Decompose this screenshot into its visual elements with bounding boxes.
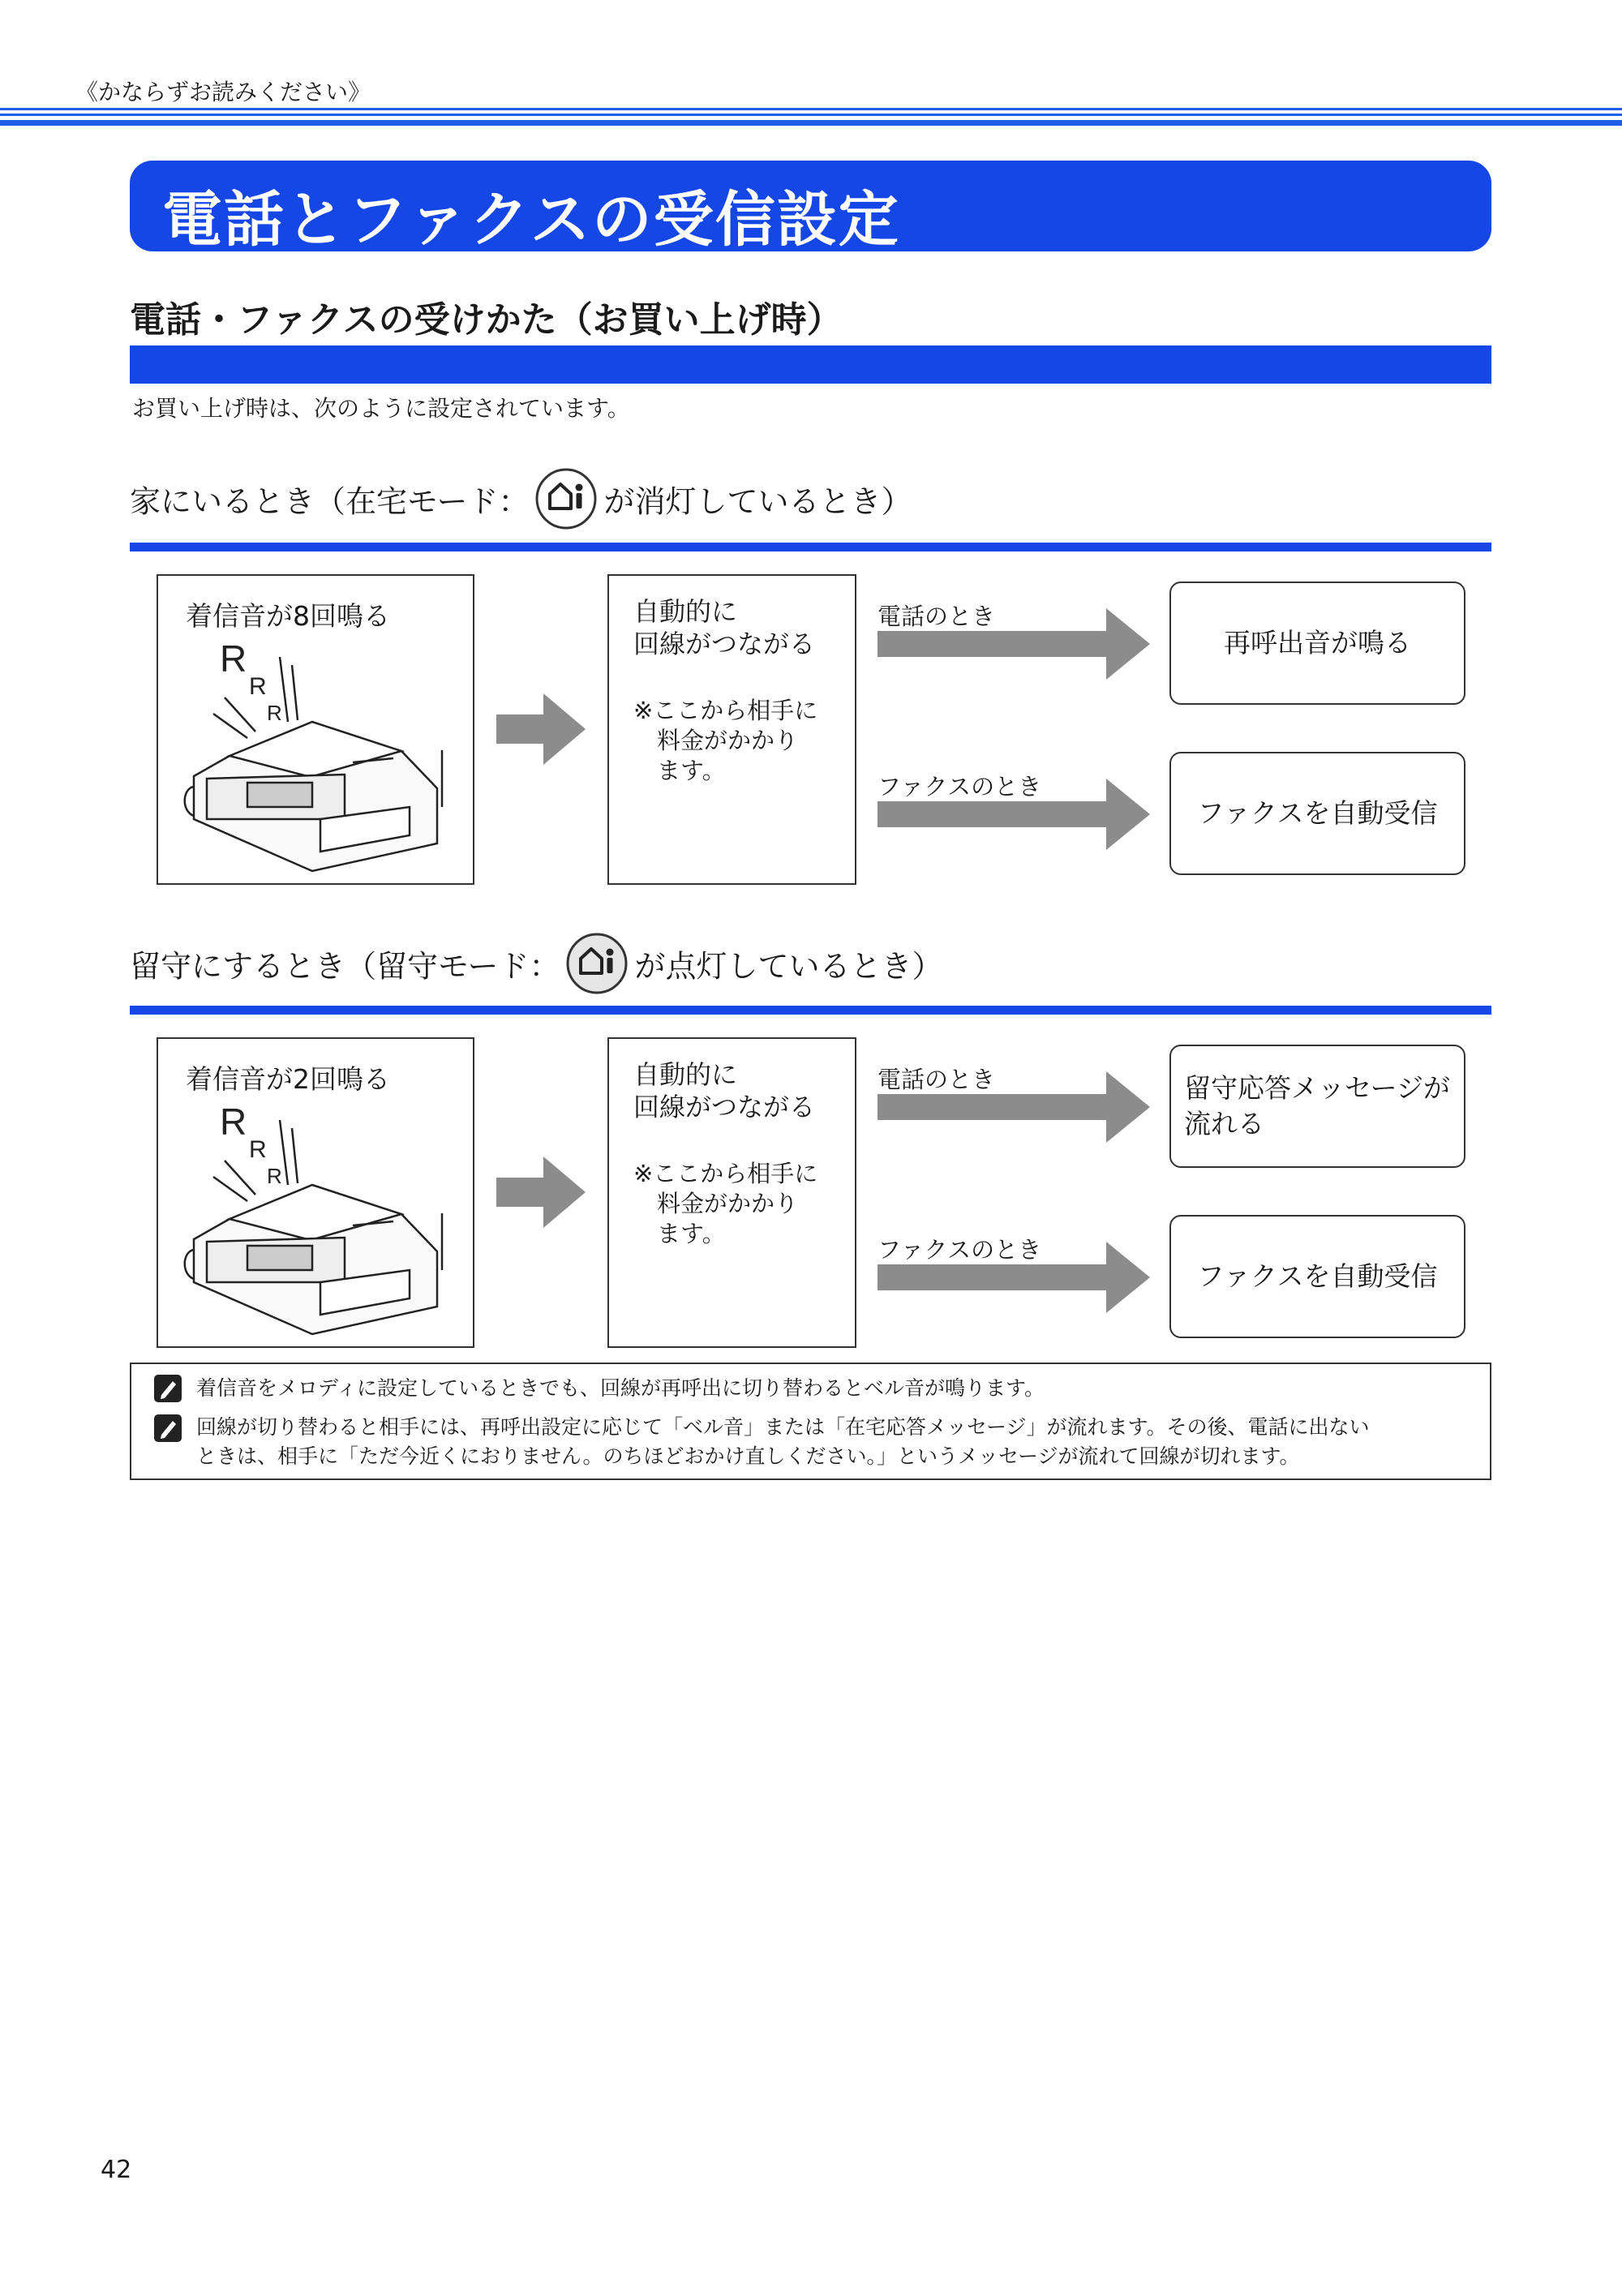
- ring-box: [157, 574, 474, 885]
- fax-result-box: ファクスを自動受信: [1169, 1215, 1465, 1338]
- connect-text: 自動的に 回線がつながる: [633, 596, 816, 659]
- home-mode-icon: [564, 931, 629, 996]
- phone-arrow: [878, 1071, 1152, 1143]
- flow-arrow: [496, 1157, 587, 1228]
- connect-text: 自動的に 回線がつながる: [633, 1059, 816, 1122]
- mode-label: 家にいるとき（在宅モード：: [130, 483, 530, 520]
- ring-letter: R: [220, 637, 247, 680]
- connect-box: [607, 574, 856, 885]
- note-text: 回線が切り替わると相手には、再呼出設定に応じて「ベル音」または「在宅応答メッセージ」が流れます。その後、電話に出ない ときは、相手に「ただ今近くにおりません。のちほどおかけ直しください。」というメッセージが流れて回線が切れます。: [196, 1415, 1370, 1468]
- notes-box: [130, 1363, 1491, 1480]
- mode-label: 留守にするとき（留守モード：: [130, 948, 560, 985]
- fax-machine-illustration: [158, 1039, 476, 1350]
- section-rule: [130, 1006, 1491, 1015]
- section-heading: 電話・ファクスの受けかた（お買い上げ時）: [130, 299, 843, 341]
- note-text: 着信音をメロディに設定しているときでも、回線が再呼出に切り替わるとベル音が鳴ります。: [196, 1376, 1045, 1400]
- page-number: 42: [101, 2156, 132, 2184]
- ring-box: [157, 1037, 474, 1348]
- charge-note: ※ここから相手に 料金がかかり ます。: [633, 1160, 818, 1247]
- phone-arrow: [878, 608, 1152, 680]
- fax-arrow: [878, 1242, 1152, 1313]
- phone-path-label: 電話のとき: [878, 603, 996, 630]
- section-rule: [130, 543, 1491, 551]
- mode-label-tail: が消灯しているとき）: [603, 483, 912, 520]
- ring-letter: R: [249, 1136, 267, 1163]
- header-rule: [0, 120, 1622, 126]
- ring-box-title: 着信音が8回鳴る: [186, 600, 390, 632]
- ring-box-title: 着信音が2回鳴る: [186, 1063, 390, 1095]
- fax-machine-illustration: [158, 576, 476, 886]
- connect-box: [607, 1037, 856, 1348]
- mode-line-home: [130, 466, 912, 531]
- phone-result-box: 再呼出音が鳴る: [1169, 582, 1465, 705]
- phone-result-box: 留守応答メッセージが 流れる: [1169, 1045, 1465, 1168]
- ring-letter: R: [220, 1101, 247, 1143]
- mode-label-tail: が点灯しているとき）: [634, 948, 943, 985]
- heading-band: [130, 345, 1491, 384]
- ring-letter: R: [249, 673, 267, 700]
- intro-text: お買い上げ時は、次のように設定されています。: [132, 395, 630, 422]
- fax-path-label: ファクスのとき: [878, 773, 1042, 800]
- fax-result-box: ファクスを自動受信: [1169, 752, 1465, 875]
- fax-path-label: ファクスのとき: [878, 1236, 1042, 1264]
- home-mode-icon: [534, 466, 599, 531]
- mode-line-away: [130, 931, 943, 996]
- charge-note: ※ここから相手に 料金がかかり ます。: [633, 697, 818, 784]
- fax-arrow: [878, 779, 1152, 850]
- page-title: 電話とファクスの受信設定: [162, 185, 900, 255]
- header-rule: [0, 108, 1622, 110]
- ring-letter: R: [267, 701, 282, 725]
- phone-path-label: 電話のとき: [878, 1066, 996, 1093]
- header-note: 《かならずお読みください》: [75, 79, 371, 105]
- memo-icon: [154, 1375, 182, 1402]
- header-rule: [0, 114, 1622, 116]
- title-bar: [130, 161, 1491, 255]
- ring-letter: R: [267, 1164, 282, 1188]
- flow-arrow: [496, 693, 587, 765]
- memo-icon: [154, 1414, 182, 1442]
